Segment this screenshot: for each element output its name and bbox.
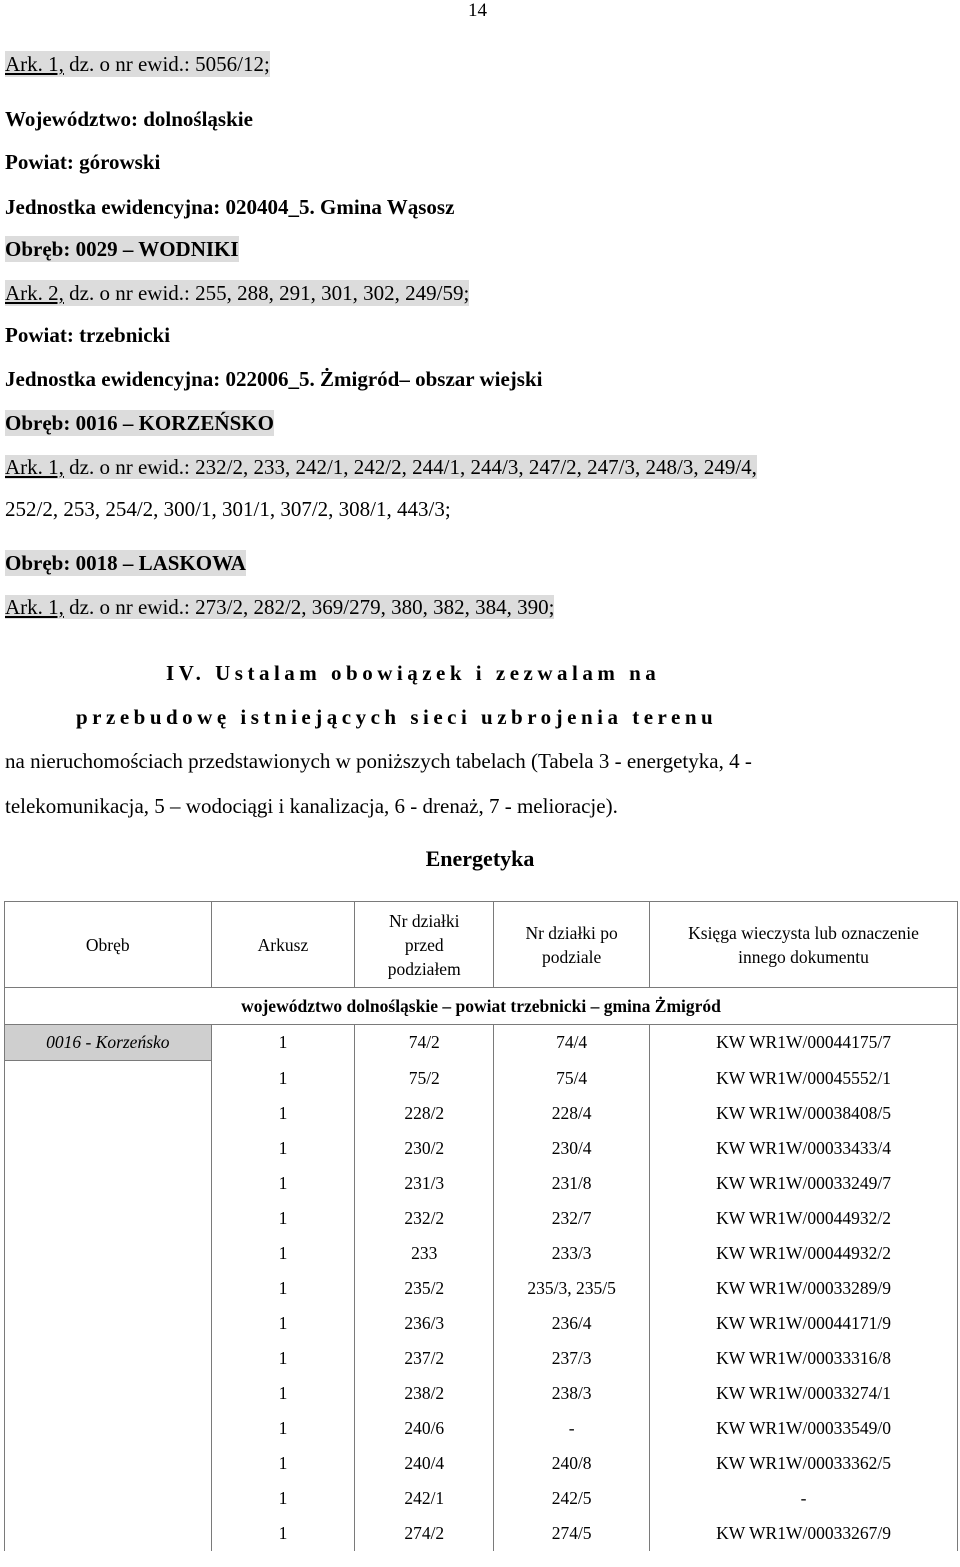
arkusz-cell: 1 xyxy=(211,1025,355,1061)
arkusz-cell: 1 xyxy=(211,1341,355,1376)
arkusz-cell: 1 xyxy=(211,1516,355,1551)
po-cell: 240/8 xyxy=(494,1446,650,1481)
header-przed xyxy=(355,902,494,988)
table-row xyxy=(5,1341,958,1376)
energetyka-table xyxy=(4,901,958,1551)
ark-text: dz. o nr ewid.: 232/2, 233, 242/1, 242/2, 244/1, 244/3, 247/2, 247/3, 248/3, 249/4, xyxy=(63,455,757,479)
header-przed-text: Nr działki przed podziałem xyxy=(387,910,461,979)
przed-cell: 237/2 xyxy=(355,1341,494,1376)
section-heading-2: przebudowę istniejących sieci uzbrojenia terenu xyxy=(76,705,718,729)
arkusz-cell: 1 xyxy=(211,1271,355,1306)
arkusz-cell: 1 xyxy=(211,1061,355,1097)
table-header-row xyxy=(5,902,958,988)
kw-cell: KW WR1W/00044932/2 xyxy=(650,1236,958,1271)
empty-obreb-cell xyxy=(5,1341,212,1376)
empty-obreb-cell xyxy=(5,1376,212,1411)
po-cell: 232/7 xyxy=(494,1201,650,1236)
ark-highlight xyxy=(5,455,757,479)
table-row xyxy=(5,1236,958,1271)
przed-cell: 74/2 xyxy=(355,1025,494,1061)
arkusz-cell: 1 xyxy=(211,1376,355,1411)
przed-cell: 236/3 xyxy=(355,1306,494,1341)
kw-cell: KW WR1W/00033316/8 xyxy=(650,1341,958,1376)
empty-obreb-cell xyxy=(5,1166,212,1201)
arkusz-cell: 1 xyxy=(211,1411,355,1446)
table-row xyxy=(5,1306,958,1341)
kw-cell: KW WR1W/00033549/0 xyxy=(650,1411,958,1446)
table-row xyxy=(5,1166,958,1201)
county-line-gorowski: Powiat: górowski xyxy=(5,150,161,174)
arkusz-cell: 1 xyxy=(211,1166,355,1201)
arkusz-cell: 1 xyxy=(211,1096,355,1131)
table-row xyxy=(5,1271,958,1306)
kw-cell: KW WR1W/00038408/5 xyxy=(650,1096,958,1131)
region-cell: województwo dolnośląskie – powiat trzebnicki – gmina Żmigród xyxy=(5,988,958,1025)
header-arkusz: Arkusz xyxy=(211,902,355,988)
po-cell: - xyxy=(494,1411,650,1446)
po-cell: 274/5 xyxy=(494,1516,650,1551)
arkusz-cell: 1 xyxy=(211,1446,355,1481)
table-row xyxy=(5,1096,958,1131)
county-line-trzebnicki: Powiat: trzebnicki xyxy=(5,323,171,347)
po-cell: 237/3 xyxy=(494,1341,650,1376)
kw-cell: - xyxy=(650,1481,958,1516)
empty-obreb-cell xyxy=(5,1061,212,1097)
header-po-text: Nr działki po podziale xyxy=(525,922,618,967)
table-row xyxy=(5,1131,958,1166)
ark-text: dz. o nr ewid.: 255, 288, 291, 301, 302, 249/59; xyxy=(63,281,470,305)
precinct-line-korzensko: Obręb: 0016 – KORZEŃSKO xyxy=(5,411,274,435)
empty-obreb-cell xyxy=(5,1131,212,1166)
przed-cell: 232/2 xyxy=(355,1201,494,1236)
po-cell: 236/4 xyxy=(494,1306,650,1341)
po-cell: 231/8 xyxy=(494,1166,650,1201)
po-cell: 235/3, 235/5 xyxy=(494,1271,650,1306)
section-paragraph-line-1: na nieruchomościach przedstawionych w poniższych tabelach (Tabela 3 - energetyka, 4 - xyxy=(5,749,752,773)
table-title: Energetyka xyxy=(425,846,535,871)
ark-label: Ark. 1, xyxy=(5,52,64,76)
przed-cell: 240/4 xyxy=(355,1446,494,1481)
table-row xyxy=(5,1481,958,1516)
ark-line-3 xyxy=(5,454,757,480)
precinct-line-laskowa: Obręb: 0018 – LASKOWA xyxy=(5,551,246,575)
empty-obreb-cell xyxy=(5,1271,212,1306)
kw-cell: KW WR1W/00033362/5 xyxy=(650,1446,958,1481)
przed-cell: 274/2 xyxy=(355,1516,494,1551)
po-cell: 75/4 xyxy=(494,1061,650,1097)
kw-cell: KW WR1W/00044171/9 xyxy=(650,1306,958,1341)
arkusz-cell: 1 xyxy=(211,1201,355,1236)
empty-obreb-cell xyxy=(5,1201,212,1236)
ark-label: Ark. 1, xyxy=(5,595,64,619)
arkusz-cell: 1 xyxy=(211,1131,355,1166)
przed-cell: 231/3 xyxy=(355,1166,494,1201)
empty-obreb-cell xyxy=(5,1306,212,1341)
kw-cell: KW WR1W/00033267/9 xyxy=(650,1516,958,1551)
obreb-cell: 0016 - Korzeńsko xyxy=(5,1025,212,1061)
przed-cell: 230/2 xyxy=(355,1131,494,1166)
header-obreb: Obręb xyxy=(5,902,212,988)
table-row xyxy=(5,1446,958,1481)
kw-cell: KW WR1W/00033274/1 xyxy=(650,1376,958,1411)
table-row xyxy=(5,1025,958,1061)
empty-obreb-cell xyxy=(5,1446,212,1481)
table-row xyxy=(5,1061,958,1097)
przed-cell: 238/2 xyxy=(355,1376,494,1411)
empty-obreb-cell xyxy=(5,1411,212,1446)
table-row xyxy=(5,1376,958,1411)
przed-cell: 240/6 xyxy=(355,1411,494,1446)
empty-obreb-cell xyxy=(5,1481,212,1516)
table-row xyxy=(5,1516,958,1551)
unit-line-wasosz: Jednostka ewidencyjna: 020404_5. Gmina Wąsosz xyxy=(5,195,455,219)
kw-cell: KW WR1W/00045552/1 xyxy=(650,1061,958,1097)
arkusz-cell: 1 xyxy=(211,1481,355,1516)
po-cell: 228/4 xyxy=(494,1096,650,1131)
po-cell: 238/3 xyxy=(494,1376,650,1411)
empty-obreb-cell xyxy=(5,1096,212,1131)
ark-text: dz. o nr ewid.: 5056/12; xyxy=(63,52,270,76)
precinct-line-wodniki: Obręb: 0029 – WODNIKI xyxy=(5,237,239,261)
kw-cell: KW WR1W/00033249/7 xyxy=(650,1166,958,1201)
unit-line-zmigrod: Jednostka ewidencyjna: 022006_5. Żmigród– obszar wiejski xyxy=(5,367,543,391)
kw-cell: KW WR1W/00044932/2 xyxy=(650,1201,958,1236)
empty-obreb-cell xyxy=(5,1516,212,1551)
ark-highlight xyxy=(5,595,554,619)
po-cell: 74/4 xyxy=(494,1025,650,1061)
kw-cell: KW WR1W/00044175/7 xyxy=(650,1025,958,1061)
arkusz-cell: 1 xyxy=(211,1236,355,1271)
ark-line-1 xyxy=(5,51,270,77)
przed-cell: 233 xyxy=(355,1236,494,1271)
kw-cell: KW WR1W/00033433/4 xyxy=(650,1131,958,1166)
ark-line-3-cont: 252/2, 253, 254/2, 300/1, 301/1, 307/2, 308/1, 443/3; xyxy=(5,497,451,521)
header-po xyxy=(494,902,650,988)
przed-cell: 75/2 xyxy=(355,1061,494,1097)
section-paragraph-line-2: telekomunikacja, 5 – wodociągi i kanalizacja, 6 - drenaż, 7 - melioracje). xyxy=(5,794,618,818)
section-heading-1: IV. Ustalam obowiązek i zezwalam na xyxy=(166,661,661,685)
arkusz-cell: 1 xyxy=(211,1306,355,1341)
po-cell: 230/4 xyxy=(494,1131,650,1166)
header-ksiega xyxy=(650,902,958,988)
przed-cell: 235/2 xyxy=(355,1271,494,1306)
voivodeship-line: Województwo: dolnośląskie xyxy=(5,107,253,131)
kw-cell: KW WR1W/00033289/9 xyxy=(650,1271,958,1306)
table-row xyxy=(5,1201,958,1236)
ark-line-2 xyxy=(5,280,469,306)
ark-label: Ark. 2, xyxy=(5,281,64,305)
po-cell: 242/5 xyxy=(494,1481,650,1516)
header-ksiega-text: Księga wieczysta lub oznaczenie innego dokumentu xyxy=(688,922,919,967)
empty-obreb-cell xyxy=(5,1236,212,1271)
przed-cell: 242/1 xyxy=(355,1481,494,1516)
table-row xyxy=(5,1411,958,1446)
ark-text: dz. o nr ewid.: 273/2, 282/2, 369/279, 380, 382, 384, 390; xyxy=(63,595,555,619)
ark-label: Ark. 1, xyxy=(5,455,64,479)
page-number: 14 xyxy=(468,0,487,21)
po-cell: 233/3 xyxy=(494,1236,650,1271)
ark-line-4 xyxy=(5,594,554,620)
region-row xyxy=(5,988,958,1025)
przed-cell: 228/2 xyxy=(355,1096,494,1131)
